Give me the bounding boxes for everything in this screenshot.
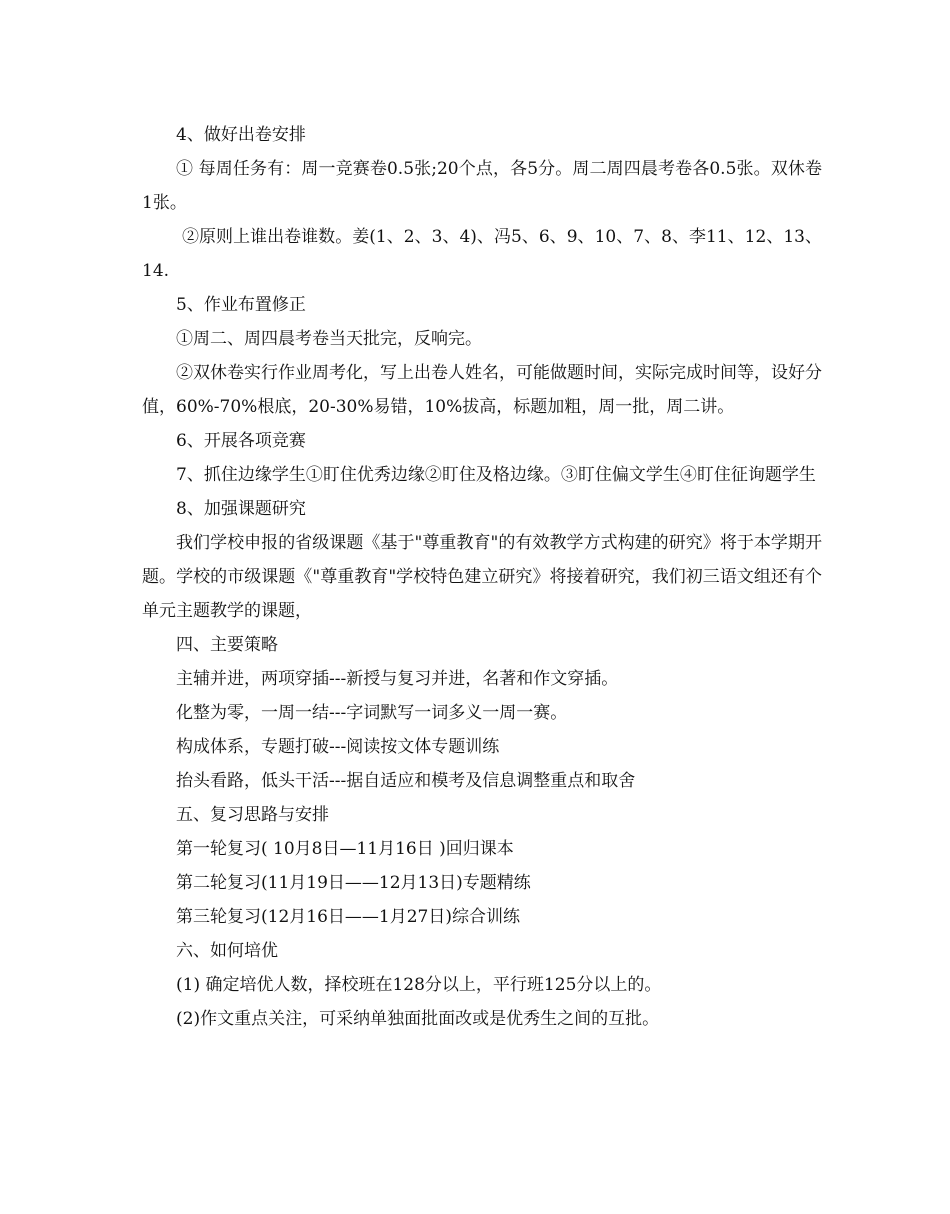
paragraph-strategy-1: 主辅并进，两项穿插---新授与复习并进，名著和作文穿插。 — [176, 669, 619, 689]
paragraph-research: 我们学校申报的省级课题《基于"尊重教育"的有效教学方式构建的研究》将于本学期开题。学校的市级课题《"尊重教育"学校特色建立研究》将接着研究，我们初三语文组还有个单元主题教学的课题， — [142, 533, 822, 621]
paragraph-strategy-2: 化整为零，一周一结---字词默写一词多义一周一赛。 — [176, 703, 568, 723]
heading-research: 8、加强课题研究 — [176, 499, 306, 519]
heading-competitions: 6、开展各项竞赛 — [176, 431, 306, 451]
document-body — [142, 118, 822, 1036]
paragraph-strategy-3: 构成体系，专题打破---阅读按文体专题训练 — [176, 737, 500, 757]
paragraph-review-round-1: 第一轮复习( 10月8日—11月16日 )回归课本 — [176, 839, 514, 859]
paragraph-weekend-exam: ②双休卷实行作业周考化，写上出卷人姓名，可能做题时间，实际完成时间等，设好分值，60%-70%根底，20-30%易错，10%拔高，标题加粗，周一批，周二讲。 — [142, 363, 822, 417]
paragraph-morning-exam: ①周二、周四晨考卷当天批完，反响完。 — [176, 329, 482, 349]
paragraph-excellence-2: (2)作文重点关注，可采纳单独面批面改或是优秀生之间的互批。 — [176, 1009, 660, 1029]
paragraph-marginal-students: 7、抓住边缘学生①盯住优秀边缘②盯住及格边缘。③盯住偏文学生④盯住征询题学生 — [176, 465, 816, 485]
heading-exam-arrangement: 4、做好出卷安排 — [176, 125, 306, 145]
paragraph-weekly-tasks: ① 每周任务有：周一竞赛卷0.5张;20个点，各5分。周二周四晨考卷各0.5张。双休卷1张。 — [142, 159, 822, 213]
heading-homework-correction: 5、作业布置修正 — [176, 295, 306, 315]
heading-review-plan: 五、复习思路与安排 — [176, 805, 329, 825]
paragraph-strategy-4: 抬头看路，低头干活---据自适应和模考及信息调整重点和取舍 — [176, 771, 636, 791]
heading-cultivate-excellence: 六、如何培优 — [176, 941, 278, 961]
paragraph-review-round-3: 第三轮复习(12月16日——1月27日)综合训练 — [176, 907, 520, 927]
paragraph-excellence-1: (1) 确定培优人数，择校班在128分以上，平行班125分以上的。 — [176, 975, 662, 995]
paragraph-exam-principle: ②原则上谁出卷谁数。姜(1、2、3、4)、冯5、6、9、10、7、8、李11、12、13、14. — [142, 227, 822, 281]
heading-main-strategies: 四、主要策略 — [176, 635, 278, 655]
paragraph-review-round-2: 第二轮复习(11月19日——12月13日)专题精练 — [176, 873, 531, 893]
